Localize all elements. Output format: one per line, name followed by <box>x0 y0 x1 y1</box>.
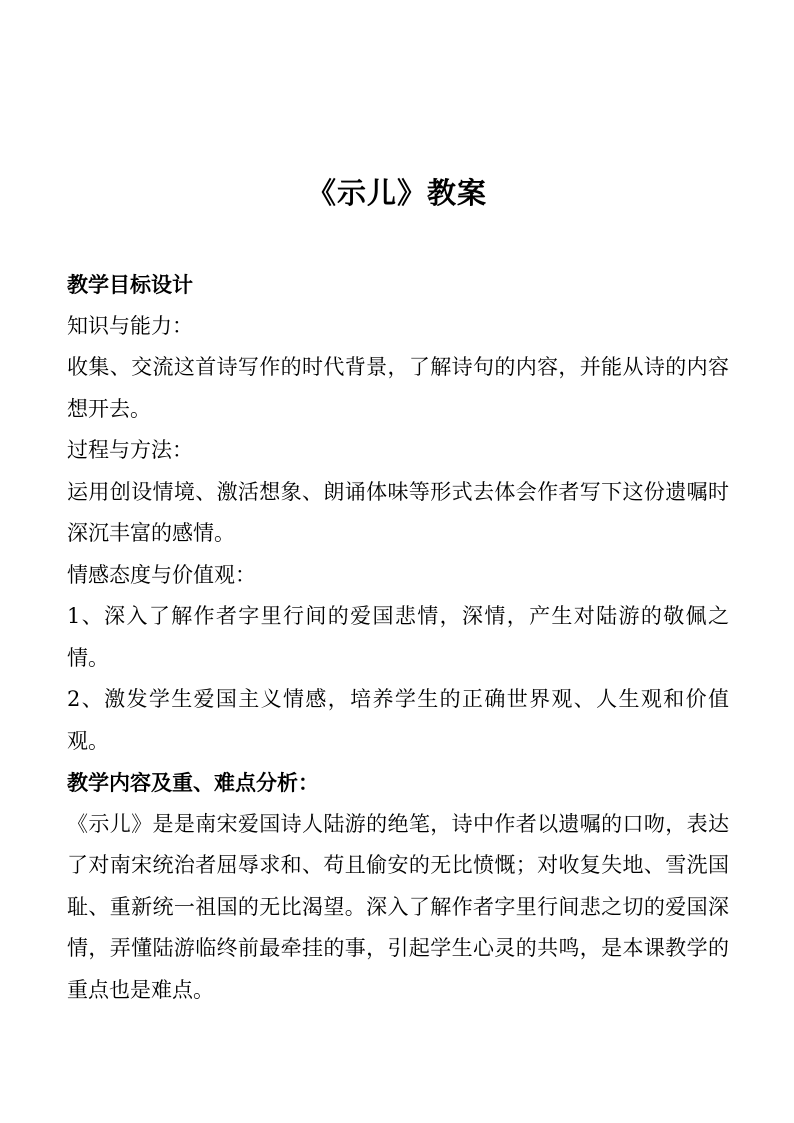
paragraph-process-method: 运用创设情境、激活想象、朗诵体味等形式去体会作者写下这份遗嘱时深沉丰富的感情。 <box>67 479 729 545</box>
subheading-emotion-values: 情感态度与价值观： <box>67 562 256 587</box>
list-item-emotion-2: 2、激发学生爱国主义情感，培养学生的正确世界观、人生观和价值观。 <box>67 687 729 753</box>
paragraph-knowledge-ability: 收集、交流这首诗写作的时代背景，了解诗句的内容，并能从诗的内容想开去。 <box>67 355 729 421</box>
heading-teaching-goals: 教学目标设计 <box>67 272 193 297</box>
subheading-knowledge-ability: 知识与能力： <box>67 313 193 338</box>
list-item-emotion-1: 1、深入了解作者字里行间的爱国悲情，深情，产生对陆游的敬佩之情。 <box>67 604 729 670</box>
paragraph-content-analysis: 《示儿》是是南宋爱国诗人陆游的绝笔，诗中作者以遗嘱的口吻，表达了对南宋统治者屈辱求和、苟且偷安的无比愤慨；对收复失地、雪洗国耻、重新统一祖国的无比渴望。深入了解作者字里行间悲之切的爱国深情，弄懂陆游临终前最牵挂的事，引起学生心灵的共鸣，是本课教学的重点也是难点。 <box>67 811 729 1002</box>
heading-content-analysis: 教学内容及重、难点分析： <box>67 770 319 795</box>
subheading-process-method: 过程与方法： <box>67 438 193 462</box>
page-title: 《示儿》教案 <box>306 176 487 210</box>
document-body <box>67 264 729 1011</box>
